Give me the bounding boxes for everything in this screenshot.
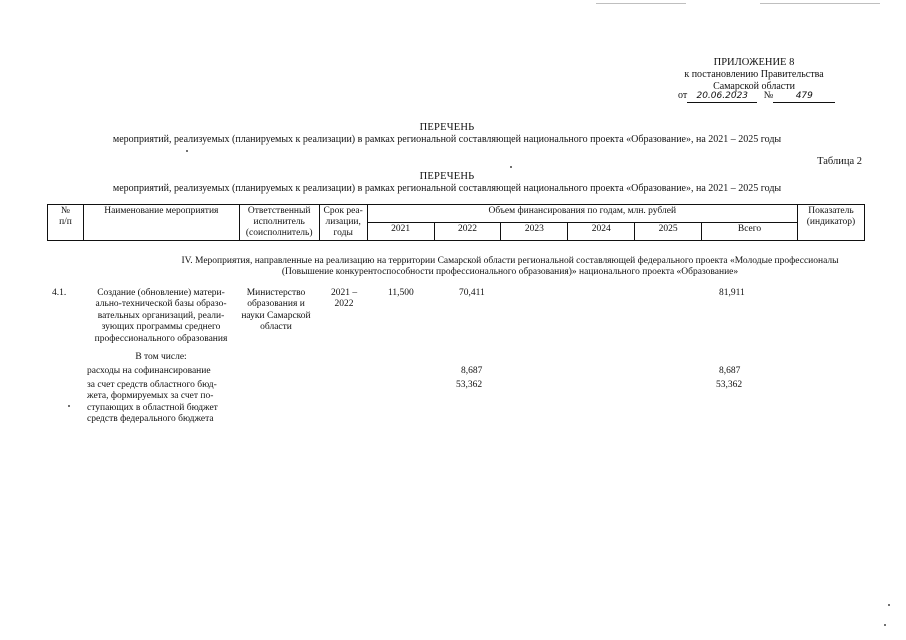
section-heading-line1: IV. Мероприятия, направленные на реализацию на территории Самарской области региональной составляющей федерального проекта «Молодые профессионалы [181,256,839,266]
row-name [83,288,239,345]
heading-1-subtitle: мероприятий, реализуемых (планируемых к реализации) в рамках региональной составляющей национального проекта «Образование», на 2021 – 2025 годы [112,134,782,145]
sub2-label-line: средств федерального бюджета [87,414,214,425]
date-prefix: от [678,90,688,101]
section-heading [150,256,870,278]
col-responsible-line2: исполнитель [253,216,305,227]
row-name-line: ально-технической базы образо- [95,299,227,310]
col-year-2023: 2023 [501,222,568,240]
row-responsible-line: науки Самарской [241,310,311,321]
row-value-2021: 11,500 [388,288,414,298]
col-term [319,205,367,241]
col-year-2025: 2025 [635,222,702,240]
row-term-line: 2022 [334,299,354,310]
col-term-line1: Срок реа- [323,206,363,216]
sub2-value-2022: 53,362 [456,380,483,390]
annex-block [664,57,844,93]
scan-line-left [596,3,686,4]
col-number [48,205,84,241]
col-name: Наименование мероприятия [83,205,239,241]
row-name-line: профессионального образования [94,333,228,344]
col-indicator [797,205,864,241]
sub1-value-2022: 8,687 [461,366,483,376]
row-responsible-line: Министерство [246,288,306,298]
sub2-label-line: ступающих в областной бюджет [87,402,218,413]
col-indicator-line2: (индикатор) [806,216,856,227]
col-total: Всего [702,222,798,240]
row-name-line: вательных организаций, реали- [97,310,225,321]
row-term [320,288,368,311]
table-label: Таблица 2 [817,156,862,167]
col-term-line2: лизации, [325,216,361,227]
col-number-line2: п/п [59,216,72,227]
col-responsible-line1: Ответственный [247,206,311,216]
heading-1-title: ПЕРЕЧЕНЬ [419,122,475,133]
row-responsible [236,288,316,334]
date-value: 20.06.2023 [687,91,757,103]
scan-line-right [760,3,880,4]
sub2-label-line: за счет средств областного бюд- [87,380,217,390]
annex-title: ПРИЛОЖЕНИЕ 8 [713,57,795,68]
heading-2-subtitle: мероприятий, реализуемых (планируемых к реализации) в рамках региональной составляющей национального проекта «Образование», на 2021 – 2025 годы [112,183,782,194]
number-prefix: № [763,90,774,101]
row-responsible-line: образования и [247,299,305,310]
scan-speck [510,166,512,168]
funding-table-header [47,204,865,241]
col-indicator-line1: Показатель [808,206,854,216]
col-funding: Объем финансирования по годам, млн. рублей [367,205,797,223]
section-heading-line2: (Повышение конкурентоспособности профессионального образования)» национального проекта «Образование» [281,267,739,278]
annex-line-2: Самарской области [713,81,795,93]
row-name-line: зующих программы среднего [101,322,221,333]
row-term-line: 2021 – [330,288,358,298]
sub1-label: расходы на софинансирование [87,366,211,376]
including-label: В том числе: [135,352,187,362]
number-value: 479 [773,91,835,103]
col-year-2022: 2022 [434,222,501,240]
sub1-value-total: 8,687 [719,366,741,376]
scan-speck [888,604,890,606]
row-responsible-line: области [260,322,292,333]
col-term-line3: годы [333,227,353,238]
row-value-2022: 70,411 [459,288,485,298]
col-year-2021: 2021 [367,222,434,240]
col-responsible [239,205,319,241]
row-name-line: Создание (обновление) матери- [97,288,225,298]
row-value-total: 81,911 [719,288,745,298]
col-number-line1: № [60,206,70,216]
col-responsible-line3: (соисполнитель) [245,227,313,238]
heading-2-title: ПЕРЕЧЕНЬ [419,171,475,182]
col-year-2024: 2024 [568,222,635,240]
row-number: 4.1. [52,288,67,298]
scan-speck [186,150,188,152]
sub2-value-total: 53,362 [716,380,743,390]
annex-line-1: к постановлению Правительства [684,69,824,81]
decree-date-number [678,90,838,103]
scan-speck [884,624,886,626]
sub2-label-line: жета, формируемых за счет по- [87,391,214,402]
sub2-label [87,380,247,426]
scan-speck [68,405,70,407]
